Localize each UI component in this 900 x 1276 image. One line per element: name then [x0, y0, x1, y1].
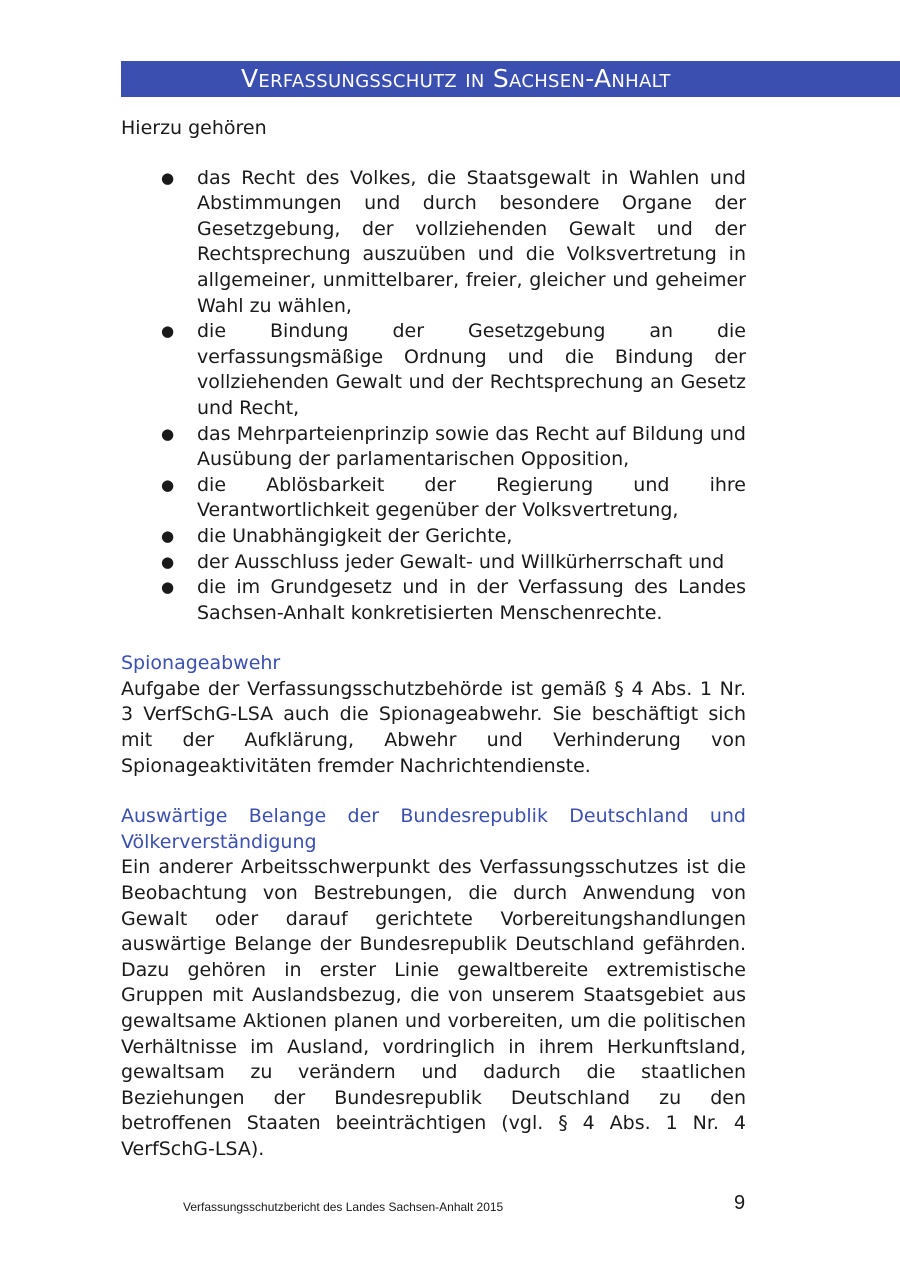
- chapter-header-bar: [121, 61, 900, 97]
- section-heading-auswaertige-belange: Auswärtige Belange der Bundesrepublik Deutschland und Völkerverständigung: [121, 805, 746, 853]
- bullet-icon: ●: [161, 578, 175, 597]
- bullet-icon: ●: [161, 168, 175, 187]
- bullet-icon: ●: [161, 322, 175, 341]
- page-number: 9: [734, 1192, 746, 1214]
- bullet-icon: ●: [161, 526, 175, 545]
- bullet-icon: ●: [161, 475, 175, 494]
- list-item: [121, 524, 746, 550]
- chapter-title: Verfassungsschutz in Sachsen-Anhalt: [241, 64, 671, 93]
- list-item: [121, 550, 746, 576]
- section-text-spionageabwehr: Aufgabe der Verfassungsschutzbehörde ist gemäß § 4 Abs. 1 Nr. 3 VerfSchG-LSA auch die Spionageabwehr. Sie beschäftigt sich mit der Aufklärung, Abwehr und Verhinderung von Spionageaktivitäten fremder Nachrichtendienste.: [121, 677, 746, 777]
- bullet-icon: ●: [161, 424, 175, 443]
- list-item-text: das Recht des Volkes, die Staatsgewalt in Wahlen und Abstimmungen und durch besondere Organe der Gesetzgebung, der vollziehenden Gewalt und der Rechtsprechung auszuüben und die Volksvertretung in allgemeiner, unmittelbarer, freier, gleicher und geheimer Wahl zu wählen,: [197, 166, 746, 317]
- section-text-auswaertige-belange: Ein anderer Arbeitsschwerpunkt des Verfassungsschutzes ist die Beobachtung von Bestrebungen, die durch Anwendung von Gewalt oder darauf gerichtete Vorbereitungshandlungen auswärtige Belange der Bundesrepublik Deutschland gefährden. Dazu gehören in erster Linie gewaltbereite extremistische Gruppen mit Auslandsbezug, die von unserem Staatsgebiet aus gewaltsame Aktionen planen und vorbereiten, um die politischen Verhältnisse im Ausland, vordringlich in ihrem Herkunftsland, gewaltsam zu verändern und dadurch die staatlichen Beziehungen der Bundesrepublik Deutschland zu den betroffenen Staaten beeinträchtigen (vgl. § 4 Abs. 1 Nr. 4 VerfSchG-LSA).: [121, 856, 746, 1160]
- section-heading-spionageabwehr: Spionageabwehr: [121, 652, 281, 675]
- footer-text: Verfassungsschutzbericht des Landes Sachsen-Anhalt 2015: [183, 1200, 504, 1214]
- list-item-text: der Ausschluss jeder Gewalt- und Willkürherrschaft und: [197, 550, 725, 573]
- bullet-list: [121, 166, 746, 627]
- list-item-text: die Bindung der Gesetzgebung an die verfassungsmäßige Ordnung und die Bindung der vollziehenden Gewalt und der Rechtsprechung an Gesetz und Recht,: [197, 320, 746, 419]
- list-item-text: die Unabhängigkeit der Gerichte,: [197, 524, 513, 547]
- list-item-text: die im Grundgesetz und in der Verfassung des Landes Sachsen-Anhalt konkretisierten Menschenrechte.: [197, 576, 746, 624]
- list-item: [121, 422, 746, 473]
- bullet-icon: ●: [161, 552, 175, 571]
- list-item-text: die Ablösbarkeit der Regierung und ihre Verantwortlichkeit gegenüber der Volksvertretung,: [197, 473, 746, 522]
- list-item: [121, 473, 746, 524]
- intro-text: Hierzu gehören: [121, 117, 267, 139]
- list-item: [121, 166, 746, 320]
- list-item: [121, 319, 746, 421]
- list-item-text: das Mehrparteienprinzip sowie das Recht auf Bildung und Ausübung der parlamentarischen Opposition,: [197, 422, 746, 471]
- page-content: [121, 116, 746, 1163]
- list-item: [121, 575, 746, 626]
